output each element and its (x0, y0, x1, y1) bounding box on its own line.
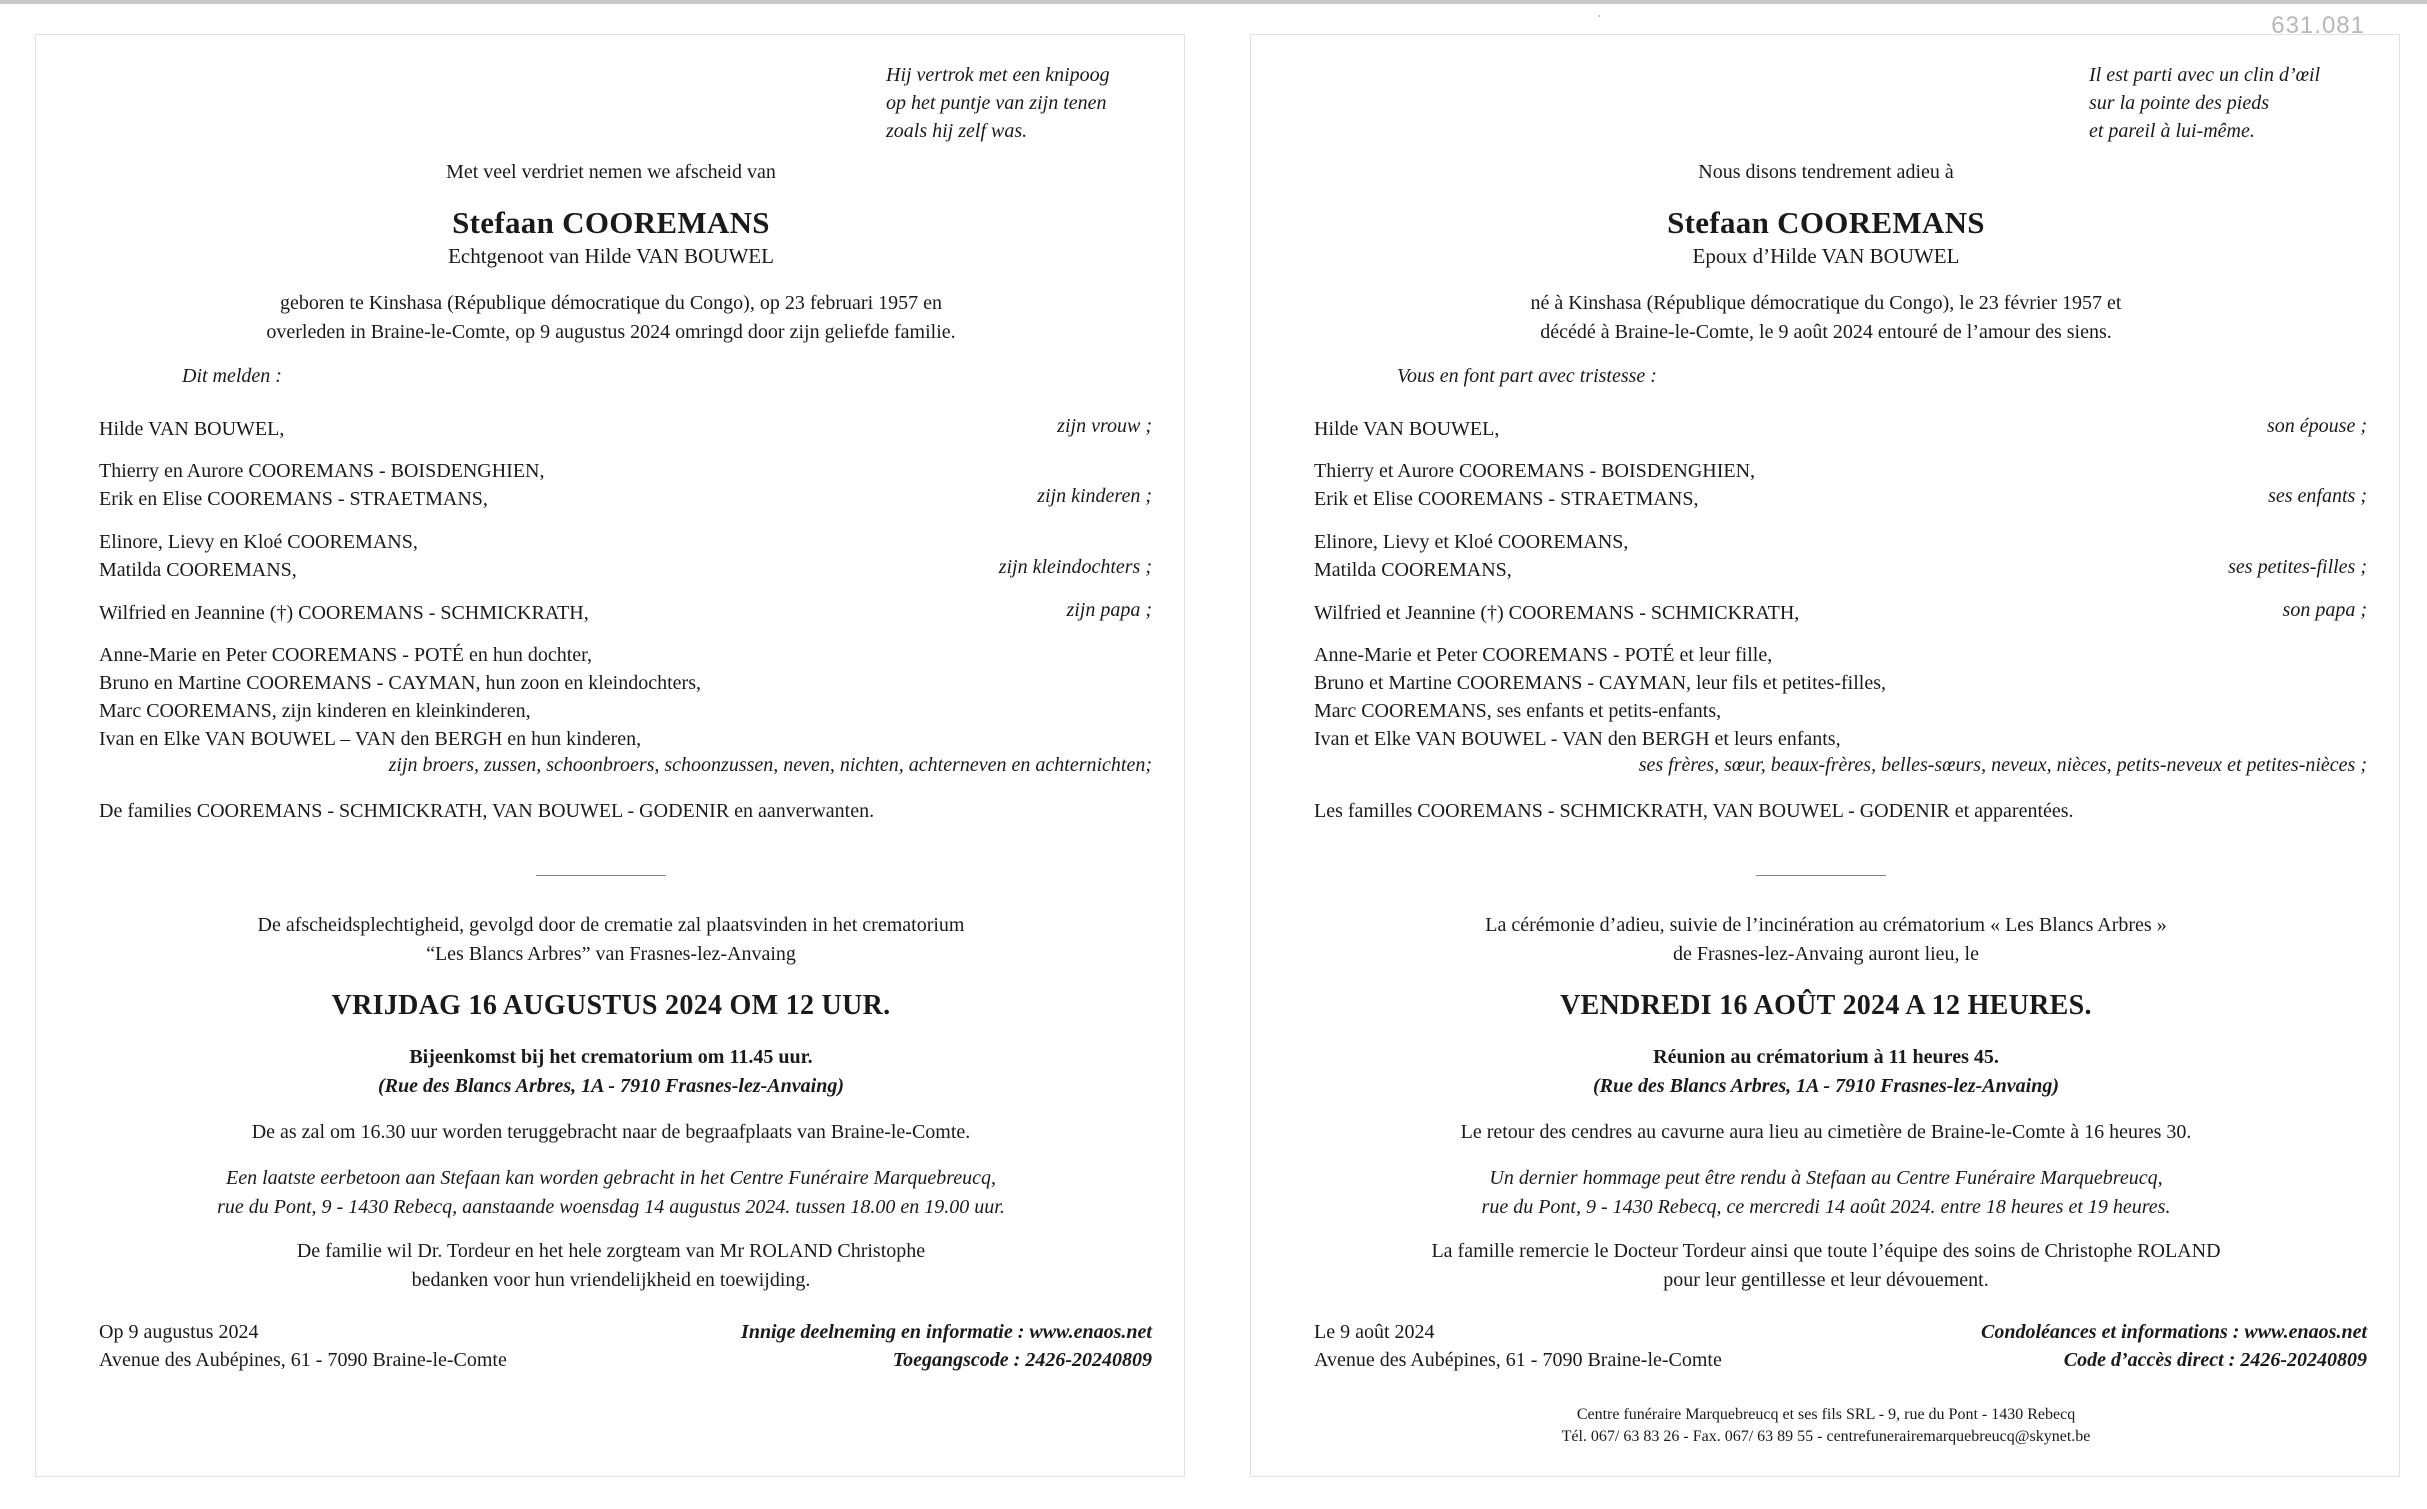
family-group (99, 457, 1154, 513)
meeting-line: Réunion au crématorium à 11 heures 45. (1653, 1046, 1999, 1068)
siblings-group (99, 641, 1154, 753)
text-line: de Frasnes-lez-Anvaing auront lieu, le (1672, 943, 1979, 965)
footer-address: Avenue des Aubépines, 61 - 7090 Braine-le-Comte (99, 1349, 507, 1371)
family-member: Elinore, Lievy et Kloé COOREMANS, (1314, 531, 1629, 553)
siblings-group (1314, 641, 2369, 753)
family-member: Anne-Marie et Peter COOREMANS - POTÉ et leur fille, (1314, 644, 1773, 666)
family-group (1314, 599, 2369, 627)
family-member: Bruno en Martine COOREMANS - CAYMAN, hun zoon en kleindochters, (99, 672, 701, 694)
family-member: Elinore, Lievy en Kloé COOREMANS, (99, 531, 418, 553)
text-line: De afscheidsplechtigheid, gevolgd door de crematie zal plaatsvinden in het crematorium (257, 914, 965, 936)
relation-label: son épouse ; (2267, 415, 2367, 437)
relation-label: zijn vrouw ; (1057, 415, 1152, 437)
spouse-line: Epoux d’Hilde VAN BOUWEL (1692, 244, 1960, 268)
families-line: Les familles COOREMANS - SCHMICKRATH, VAN BOUWEL - GODENIR et apparentées. (1314, 800, 2074, 822)
thanks-text (1251, 1237, 2401, 1295)
meeting-info (1251, 1043, 2401, 1101)
footer-date: Op 9 augustus 2024 (99, 1321, 259, 1343)
separator (1756, 875, 1886, 876)
family-group (99, 528, 1154, 584)
motto (2089, 61, 2359, 145)
family-member: Wilfried et Jeannine (†) COOREMANS - SCHMICKRATH, (1314, 602, 1800, 624)
funeral-home-contact: Tél. 067/ 63 83 26 - Fax. 067/ 63 89 55 - centrefunerairemarquebreucq@skynet.be (1561, 1428, 2091, 1445)
top-border (0, 0, 2427, 4)
family-member: Hilde VAN BOUWEL, (99, 418, 285, 440)
text-line: De familie wil Dr. Tordeur en het hele zorgteam van Mr ROLAND Christophe (296, 1240, 926, 1262)
relation-label: zijn papa ; (1066, 599, 1152, 621)
footer-right (1981, 1318, 2367, 1374)
text-line: La cérémonie d’adieu, suivie de l’incinération au crématorium « Les Blancs Arbres » (1485, 914, 2167, 936)
tribute-text (36, 1164, 1186, 1222)
funeral-home-address: Centre funéraire Marquebreucq et ses fils SRL - 9, rue du Pont - 1430 Rebecq (1576, 1406, 2076, 1423)
scan-speck (1598, 15, 1600, 17)
meeting-line: Bijeenkomst bij het crematorium om 11.45 uur. (409, 1046, 813, 1068)
text-line: bedanken voor hun vriendelijkheid en toewijding. (411, 1269, 811, 1291)
motto-line: et pareil à lui-même. (2089, 120, 2255, 142)
family-group (1314, 457, 2369, 513)
motto (886, 61, 1146, 145)
announce-label: Dit melden : (182, 365, 282, 387)
motto-line: Il est parti avec un clin d’œil (2089, 64, 2321, 86)
text-line: Un dernier hommage peut être rendu à Stefaan au Centre Funéraire Marquebreucq, (1489, 1167, 2163, 1189)
motto-line: sur la pointe des pieds (2089, 92, 2269, 114)
family-member: Matilda COOREMANS, (1314, 559, 1512, 581)
access-code: Toegangscode : 2426-20240809 (892, 1349, 1152, 1371)
intro-text: Met veel verdriet nemen we afscheid van (446, 161, 776, 183)
footer-left (1314, 1318, 1722, 1374)
text-line: “Les Blancs Arbres” van Frasnes-lez-Anvaing (426, 943, 796, 965)
ceremony-text (36, 911, 1186, 969)
notice-french (1250, 34, 2400, 1477)
family-member: Ivan et Elke VAN BOUWEL - VAN den BERGH et leurs enfants, (1314, 728, 1841, 750)
info-link[interactable]: Innige deelneming en informatie : www.enaos.net (741, 1321, 1152, 1343)
intro-text: Nous disons tendrement adieu à (1698, 161, 1954, 183)
footer-left (99, 1318, 507, 1374)
birth-death-text (1251, 289, 2401, 347)
birth-death-text (36, 289, 1186, 347)
text-line: pour leur gentillesse et leur dévouement. (1663, 1269, 1989, 1291)
text-line: La famille remercie le Docteur Tordeur ainsi que toute l’équipe des soins de Christophe ROLAND (1431, 1240, 2221, 1262)
ceremony-date: VENDREDI 16 AOÛT 2024 A 12 HEURES. (1560, 990, 2092, 1021)
siblings-relation: zijn broers, zussen, schoonbroers, schoonzussen, neven, nichten, achterneven en achternichten; (388, 754, 1152, 776)
family-member: Bruno et Martine COOREMANS - CAYMAN, leur fils et petites-filles, (1314, 672, 1886, 694)
family-member: Wilfried en Jeannine (†) COOREMANS - SCHMICKRATH, (99, 602, 589, 624)
relation-label: zijn kinderen ; (1037, 485, 1152, 507)
ceremony-text (1251, 911, 2401, 969)
family-group (1314, 415, 2369, 443)
family-group (99, 415, 1154, 443)
text-line: geboren te Kinshasa (République démocratique du Congo), op 23 februari 1957 en (279, 292, 943, 314)
text-line: décédé à Braine-le-Comte, le 9 août 2024 entouré de l’amour des siens. (1540, 321, 2112, 343)
siblings-relation: ses frères, sœur, beaux-frères, belles-sœurs, neveux, nièces, petits-neveux et petites-nièces ; (1638, 754, 2367, 776)
family-member: Erik et Elise COOREMANS - STRAETMANS, (1314, 488, 1699, 510)
text-line: Een laatste eerbetoon aan Stefaan kan worden gebracht in het Centre Funéraire Marquebreucq, (225, 1167, 997, 1189)
footer-address: Avenue des Aubépines, 61 - 7090 Braine-le-Comte (1314, 1349, 1722, 1371)
tribute-text (1251, 1164, 2401, 1222)
family-member: Hilde VAN BOUWEL, (1314, 418, 1500, 440)
family-member: Erik en Elise COOREMANS - STRAETMANS, (99, 488, 488, 510)
text-line: né à Kinshasa (République démocratique du Congo), le 23 février 1957 et (1530, 292, 2122, 314)
ceremony-date: VRIJDAG 16 AUGUSTUS 2024 OM 12 UUR. (331, 990, 891, 1021)
family-member: Marc COOREMANS, ses enfants et petits-enfants, (1314, 700, 1722, 722)
address-line: (Rue des Blancs Arbres, 1A - 7910 Frasnes-lez-Anvaing) (1593, 1075, 2059, 1097)
text-line: rue du Pont, 9 - 1430 Rebecq, aanstaande woensdag 14 augustus 2024. tussen 18.00 en 19.00 uur. (217, 1196, 1005, 1218)
info-link[interactable]: Condoléances et informations : www.enaos.net (1981, 1321, 2367, 1343)
family-member: Thierry en Aurore COOREMANS - BOISDENGHIEN, (99, 460, 545, 482)
family-member: Anne-Marie en Peter COOREMANS - POTÉ en hun dochter, (99, 644, 592, 666)
family-group (1314, 528, 2369, 584)
family-member: Ivan en Elke VAN BOUWEL – VAN den BERGH en hun kinderen, (99, 728, 642, 750)
thanks-text (36, 1237, 1186, 1295)
text-line: rue du Pont, 9 - 1430 Rebecq, ce mercredi 14 août 2024. entre 18 heures et 19 heures. (1481, 1196, 2171, 1218)
family-member: Thierry et Aurore COOREMANS - BOISDENGHIEN, (1314, 460, 1756, 482)
announce-label: Vous en font part avec tristesse : (1397, 365, 1657, 387)
address-line: (Rue des Blancs Arbres, 1A - 7910 Frasnes-lez-Anvaing) (378, 1075, 844, 1097)
notice-dutch (35, 34, 1185, 1477)
motto-line: zoals hij zelf was. (886, 120, 1028, 142)
handwritten-reference-number: 631.081 (2271, 12, 2365, 39)
motto-line: op het puntje van zijn tenen (886, 92, 1107, 114)
families-line: De families COOREMANS - SCHMICKRATH, VAN BOUWEL - GODENIR en aanverwanten. (99, 800, 875, 822)
deceased-name: Stefaan COOREMANS (452, 205, 770, 240)
footer-right (741, 1318, 1152, 1374)
meeting-info (36, 1043, 1186, 1101)
access-code: Code d’accès direct : 2426-20240809 (2063, 1349, 2367, 1371)
relation-label: zijn kleindochters ; (998, 556, 1152, 578)
family-member: Matilda COOREMANS, (99, 559, 297, 581)
relation-label: son papa ; (2282, 599, 2367, 621)
ashes-text: Le retour des cendres au cavurne aura lieu au cimetière de Braine-le-Comte à 16 heures 30. (1460, 1121, 2192, 1143)
ashes-text: De as zal om 16.30 uur worden teruggebracht naar de begraafplaats van Braine-le-Comte. (251, 1121, 971, 1143)
separator (536, 875, 666, 876)
motto-line: Hij vertrok met een knipoog (886, 64, 1110, 86)
relation-label: ses enfants ; (2268, 485, 2367, 507)
family-member: Marc COOREMANS, zijn kinderen en kleinkinderen, (99, 700, 531, 722)
spouse-line: Echtgenoot van Hilde VAN BOUWEL (448, 244, 774, 268)
relation-label: ses petites-filles ; (2228, 556, 2367, 578)
funeral-home-info (1251, 1404, 2401, 1448)
deceased-name: Stefaan COOREMANS (1667, 205, 1985, 240)
footer-date: Le 9 août 2024 (1314, 1321, 1435, 1343)
family-group (99, 599, 1154, 627)
text-line: overleden in Braine-le-Comte, op 9 augustus 2024 omringd door zijn geliefde familie. (266, 321, 956, 343)
